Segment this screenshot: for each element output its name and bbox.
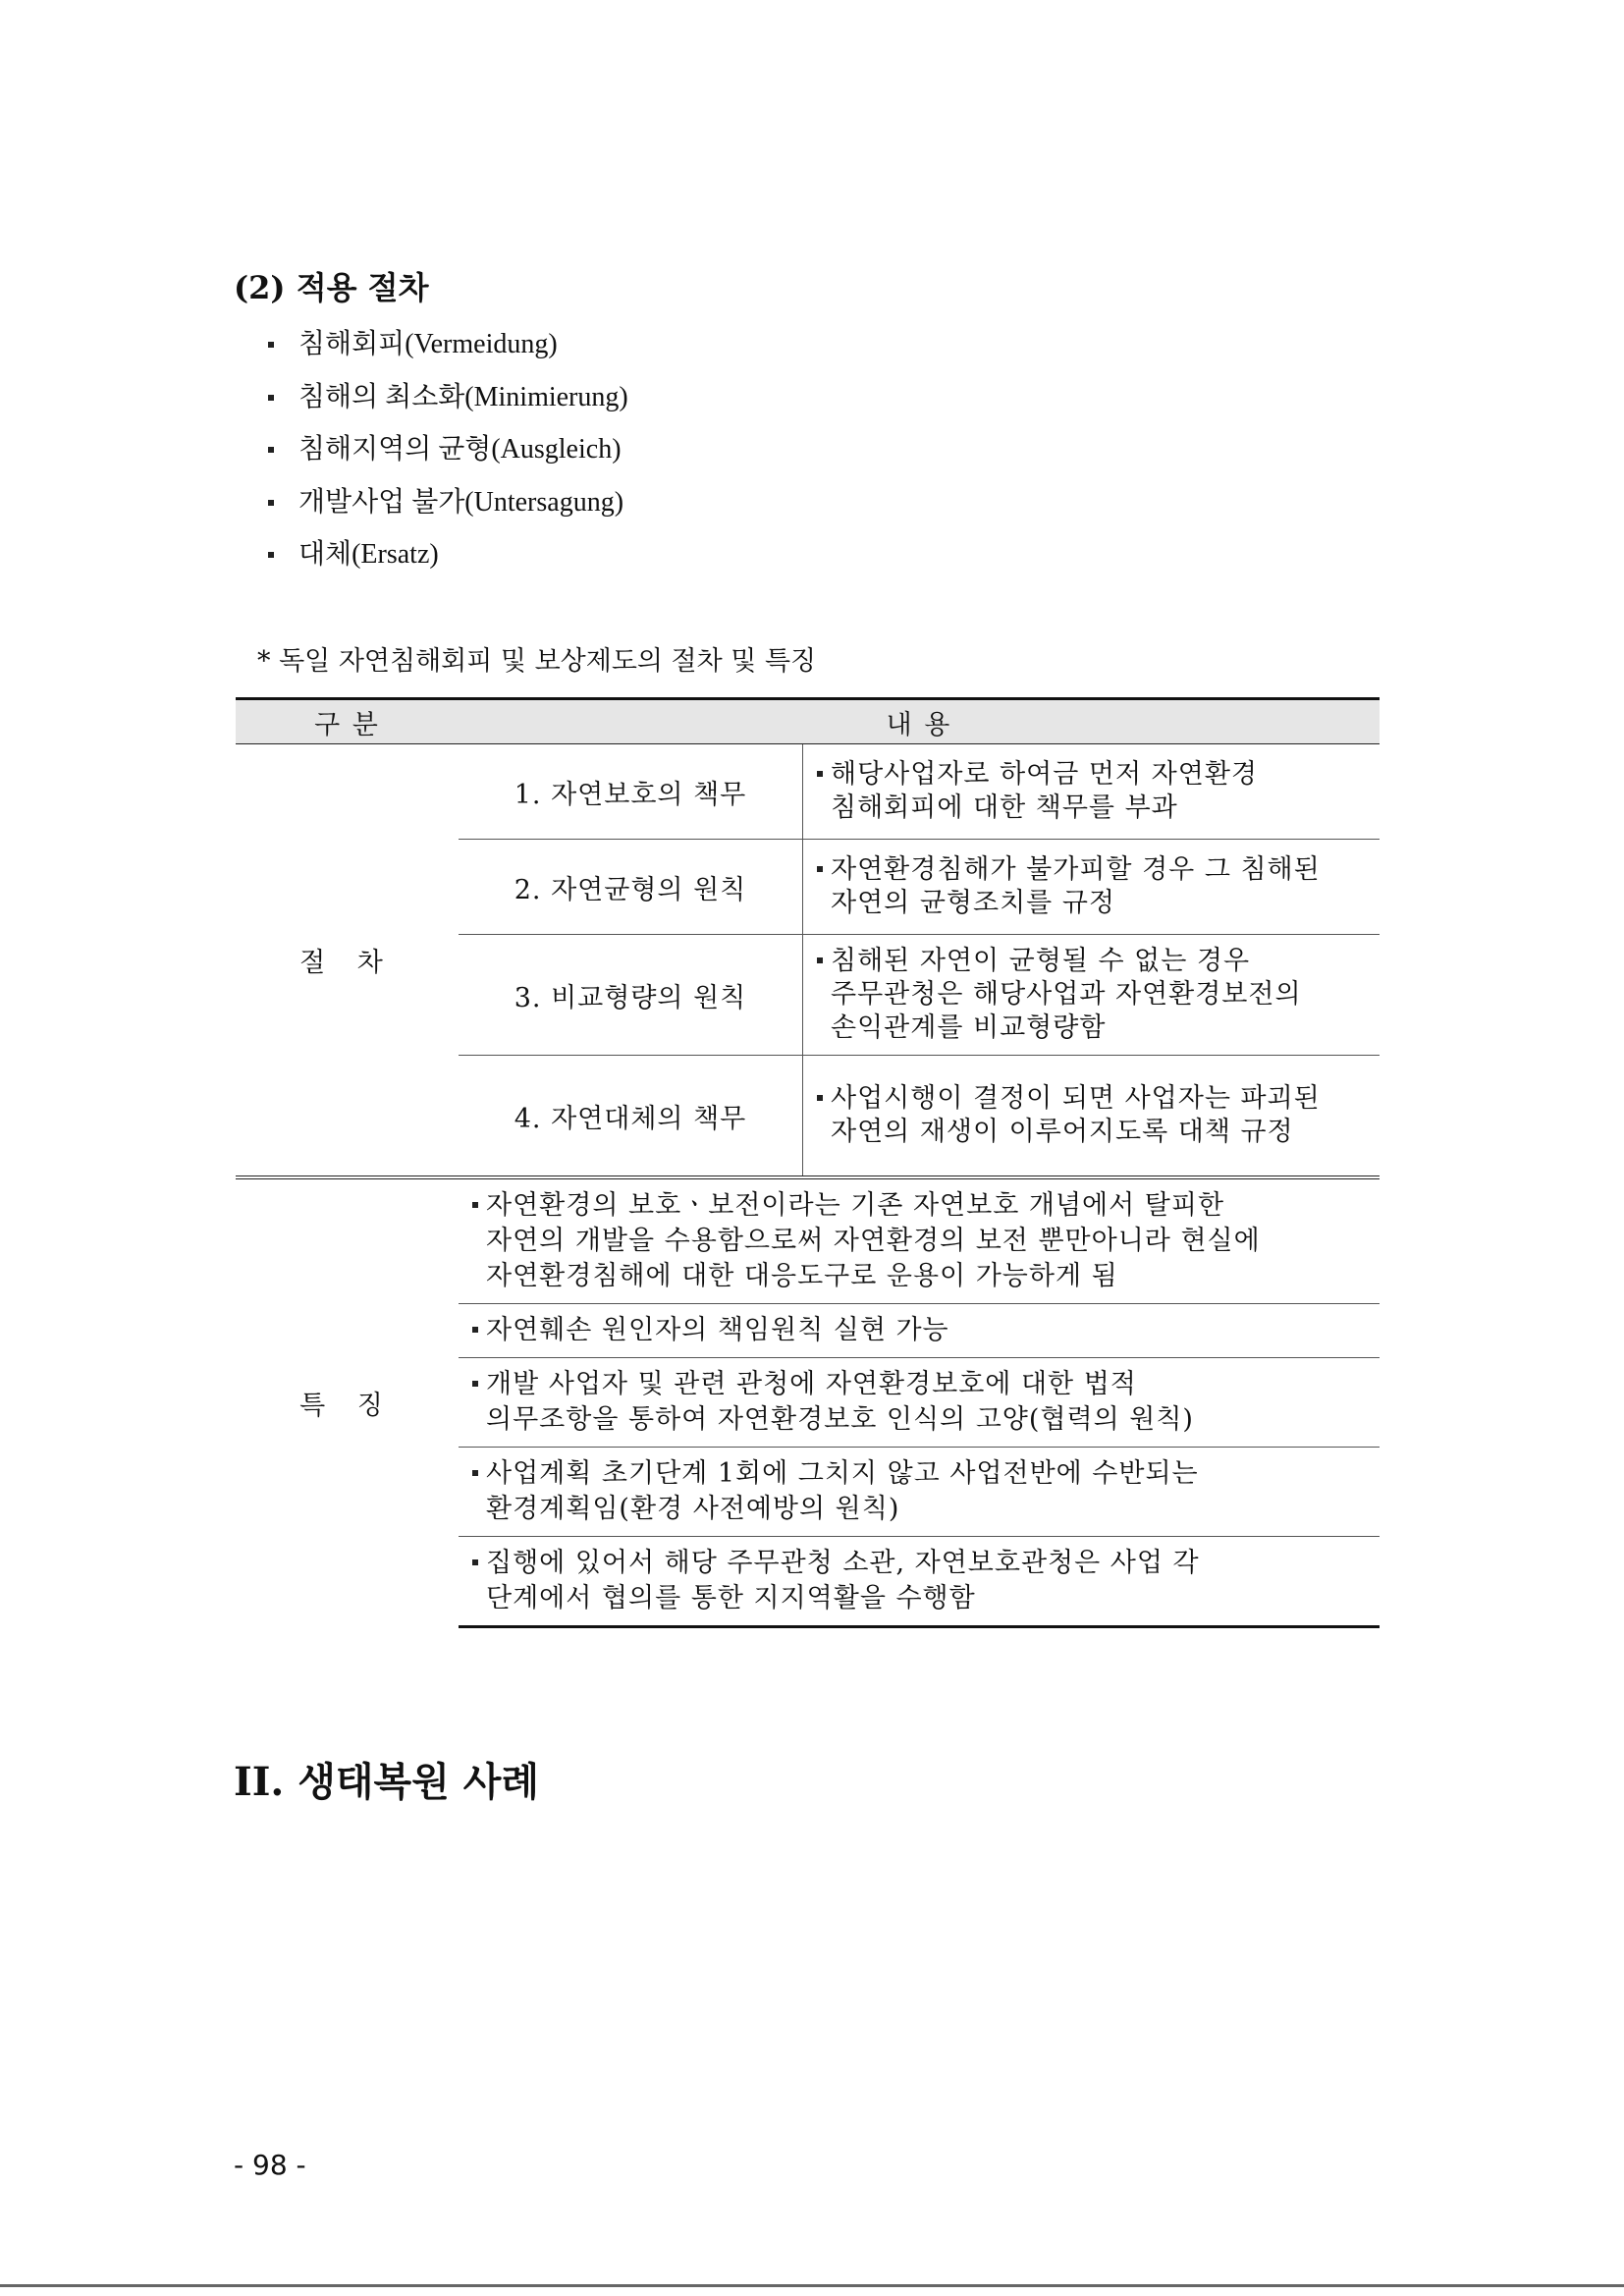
- procedure-desc: 해당사업자로 하여금 먼저 자연환경 침해회피에 대한 책무를 부과: [803, 744, 1380, 840]
- page-number: - 98 -: [234, 2149, 306, 2181]
- bullet-icon: [817, 866, 823, 872]
- procedure-label: 절 차: [299, 948, 395, 978]
- section-title: (2) 적용 절차: [234, 269, 429, 306]
- bullet-icon: [472, 1381, 478, 1387]
- procedure-name: 3. 비교형량의 원칙: [459, 935, 803, 1056]
- bullet-item: 대체(Ersatz): [265, 532, 628, 585]
- bullet-item: 침해지역의 균형(Ausgleich): [265, 427, 628, 480]
- feature-desc: 집행에 있어서 해당 주무관청 소관, 자연보호관청은 사업 각 단계에서 협의를 통한 지지역활을 수행함: [459, 1537, 1380, 1627]
- feature-desc: 사업계획 초기단계 1회에 그치지 않고 사업전반에 수반되는 환경계획임(환경 사전예방의 원칙): [459, 1448, 1380, 1537]
- feature-desc: 자연환경의 보호ㆍ보전이라는 기존 자연보호 개념에서 탈피한 자연의 개발을 수용함으로써 자연환경의 보전 뿐만아니라 현실에 자연환경침해에 대한 대응도구로 운용이 가능하게 됨: [459, 1177, 1380, 1304]
- bullet-icon: [817, 957, 823, 963]
- bullet-icon: [472, 1202, 478, 1208]
- procedure-name: 1. 자연보호의 책무: [459, 744, 803, 840]
- procedure-name: 4. 자연대체의 책무: [459, 1056, 803, 1178]
- procedure-table: [236, 697, 1380, 1628]
- bullet-icon: [817, 771, 823, 777]
- bullet-item: 개발사업 불가(Untersagung): [265, 480, 628, 533]
- feature-desc: 자연훼손 원인자의 책임원칙 실현 가능: [459, 1304, 1380, 1358]
- table-caption: * 독일 자연침해회피 및 보상제도의 절차 및 특징: [257, 646, 817, 677]
- bullet-icon: [472, 1559, 478, 1565]
- table-header-row: [236, 699, 1380, 744]
- header-content: 내 용: [459, 699, 1380, 744]
- procedure-desc: 침해된 자연이 균형될 수 없는 경우 주무관청은 해당사업과 자연환경보전의 손익관계를 비교형량함: [803, 935, 1380, 1056]
- features-label: 특 징: [236, 1177, 459, 1627]
- bottom-rule: [0, 2284, 1624, 2287]
- table-row: [236, 1177, 1380, 1304]
- feature-desc: 개발 사업자 및 관련 관청에 자연환경보호에 대한 법적 의무조항을 통하여 자연환경보호 인식의 고양(협력의 원칙): [459, 1358, 1380, 1448]
- chapter-title: II. 생태복원 사례: [234, 1759, 540, 1805]
- procedure-name: 2. 자연균형의 원칙: [459, 840, 803, 935]
- bullet-icon: [472, 1327, 478, 1333]
- procedure-desc: 자연환경침해가 불가피할 경우 그 침해된 자연의 균형조치를 규정: [803, 840, 1380, 935]
- bullet-icon: [817, 1095, 823, 1101]
- header-category: 구 분: [236, 699, 459, 744]
- bullet-icon: [472, 1470, 478, 1476]
- bullet-item: 침해의 최소화(Minimierung): [265, 375, 628, 428]
- table-row: [236, 744, 1380, 840]
- bullet-item: 침해회피(Vermeidung): [265, 322, 628, 375]
- procedure-bullet-list: [265, 322, 628, 585]
- procedure-desc: 사업시행이 결정이 되면 사업자는 파괴된 자연의 재생이 이루어지도록 대책 규정: [803, 1056, 1380, 1178]
